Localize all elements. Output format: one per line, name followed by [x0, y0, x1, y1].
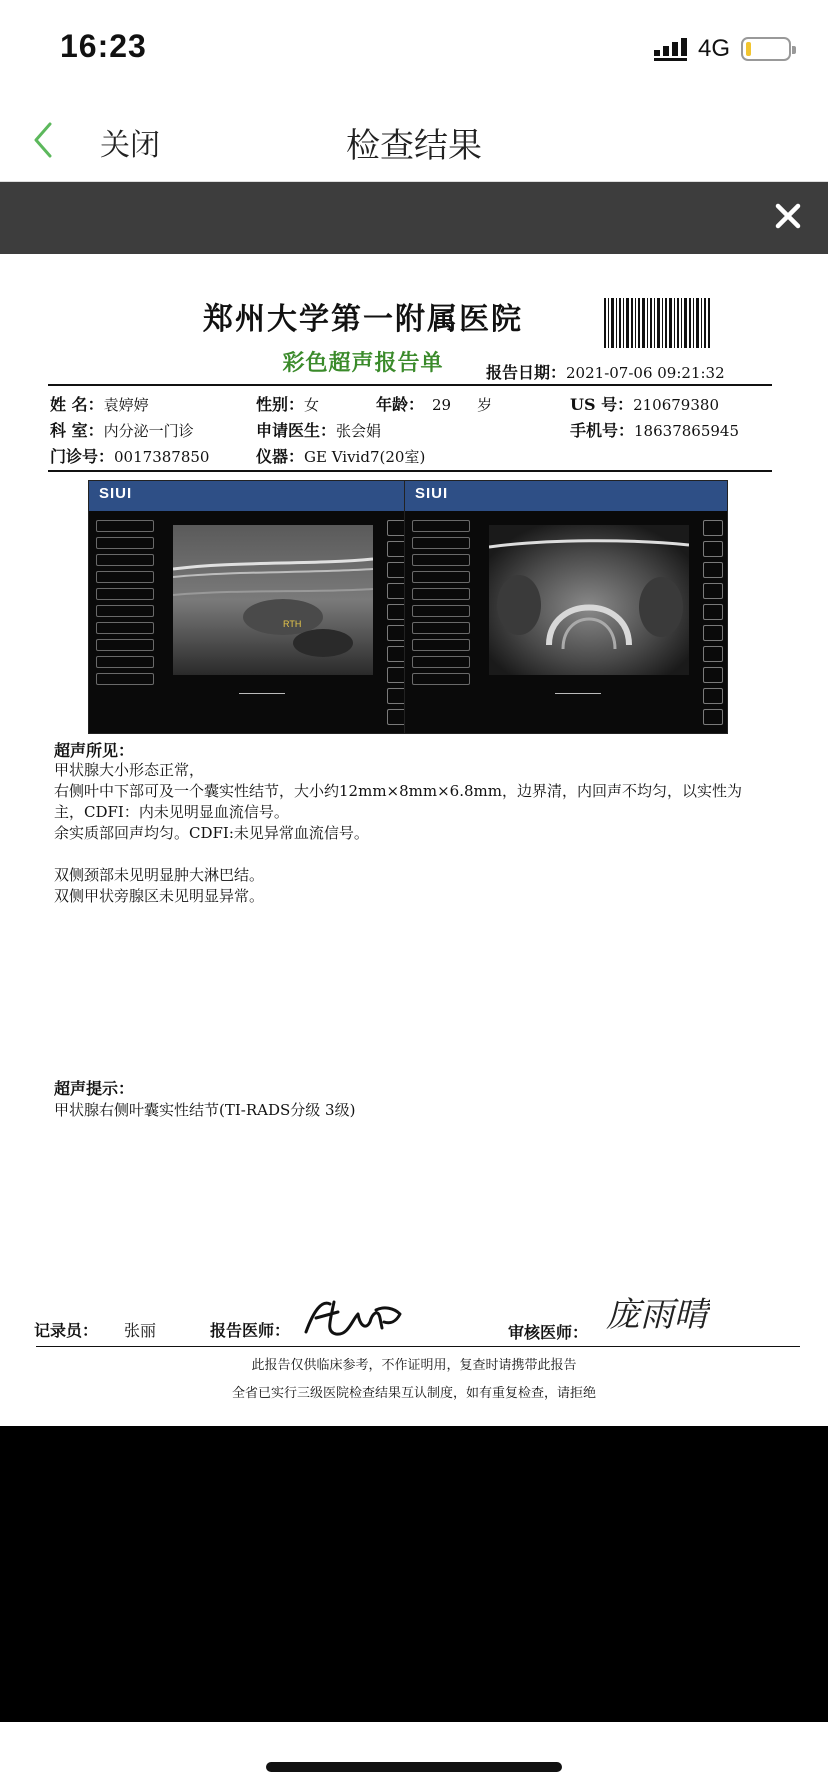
ultrasound-scan-2	[489, 525, 689, 675]
device: 仪器：GE Vivid7(20室)	[256, 447, 426, 466]
viewer-toolbar	[0, 182, 828, 254]
close-icon[interactable]	[768, 196, 808, 236]
patient-name: 姓 名：袁婷婷	[50, 395, 149, 414]
hospital-name: 郑州大学第一附属医院	[203, 302, 523, 337]
nav-bar	[0, 100, 828, 182]
findings-text	[54, 760, 754, 907]
report-date: 报告日期：2021-07-06 09:21:32	[486, 363, 725, 382]
impression-text: 甲状腺右侧叶囊实性结节(TI-RADS分级 3级)	[54, 1101, 356, 1119]
patient-gender: 性别：女	[256, 395, 320, 414]
ultrasound-image-1: SIUI RTH	[88, 480, 412, 734]
battery-icon	[741, 37, 791, 61]
ultrasound-image-2: SIUI	[404, 480, 728, 734]
impression-title: 超声提示：	[54, 1079, 135, 1098]
divider	[48, 470, 772, 472]
report-doctor-label: 报告医师：	[210, 1321, 291, 1340]
department: 科 室：内分泌一门诊	[50, 421, 194, 440]
us-number: US 号：210679380	[570, 395, 719, 414]
report-document	[0, 254, 828, 1426]
findings-line: 右侧叶中下部可及一个囊实性结节，大小约12mm×8mm×6.8mm，边界清，内回声不均匀，以实性为主，CDFI：内未见明显血流信号。	[54, 782, 742, 821]
reviewer-signature	[604, 1290, 710, 1336]
divider	[36, 1346, 800, 1347]
ultrasound-scan-1	[173, 525, 373, 675]
blank-area	[0, 1426, 828, 1722]
findings-line: 甲状腺大小形态正常，	[54, 761, 205, 779]
divider	[48, 384, 772, 386]
report-type: 彩色超声报告单	[282, 350, 444, 376]
svg-text:庞雨晴: 庞雨晴	[606, 1295, 708, 1335]
signal-strength-icon	[654, 36, 690, 62]
overlay-label: RTH	[283, 619, 302, 629]
patient-age: 年龄： 29 岁	[376, 395, 493, 414]
home-indicator[interactable]	[266, 1762, 562, 1772]
findings-line	[54, 844, 754, 865]
phone-number: 手机号：18637865945	[570, 421, 739, 440]
network-type: 4G	[698, 35, 731, 62]
findings-line: 双侧甲状旁腺区未见明显异常。	[54, 887, 265, 905]
close-button[interactable]: 关闭	[100, 128, 160, 163]
report-doctor-signature	[300, 1292, 404, 1340]
status-time: 16:23	[60, 28, 147, 64]
recorder-name: 张丽	[124, 1321, 157, 1340]
findings-line: 双侧颈部未见明显肿大淋巴结。	[54, 866, 265, 884]
recorder-label: 记录员：	[34, 1321, 99, 1340]
footnote-1: 此报告仅供临床参考，不作证明用，复查时请携带此报告	[251, 1358, 577, 1373]
status-bar	[0, 0, 828, 100]
clinic-number: 门诊号：0017387850	[50, 447, 210, 466]
findings-title: 超声所见：	[54, 741, 135, 760]
barcode-icon	[604, 298, 710, 348]
page-title: 检查结果	[346, 126, 482, 166]
footnote-2: 全省已实行三级医院检查结果互认制度，如有重复检查，请拒绝	[231, 1386, 596, 1401]
findings-line: 余实质部回声均匀。CDFI:未见异常血流信号。	[54, 824, 369, 842]
reviewer-label: 审核医师：	[508, 1323, 589, 1342]
requesting-doctor: 申请医生：张会娟	[256, 421, 382, 440]
